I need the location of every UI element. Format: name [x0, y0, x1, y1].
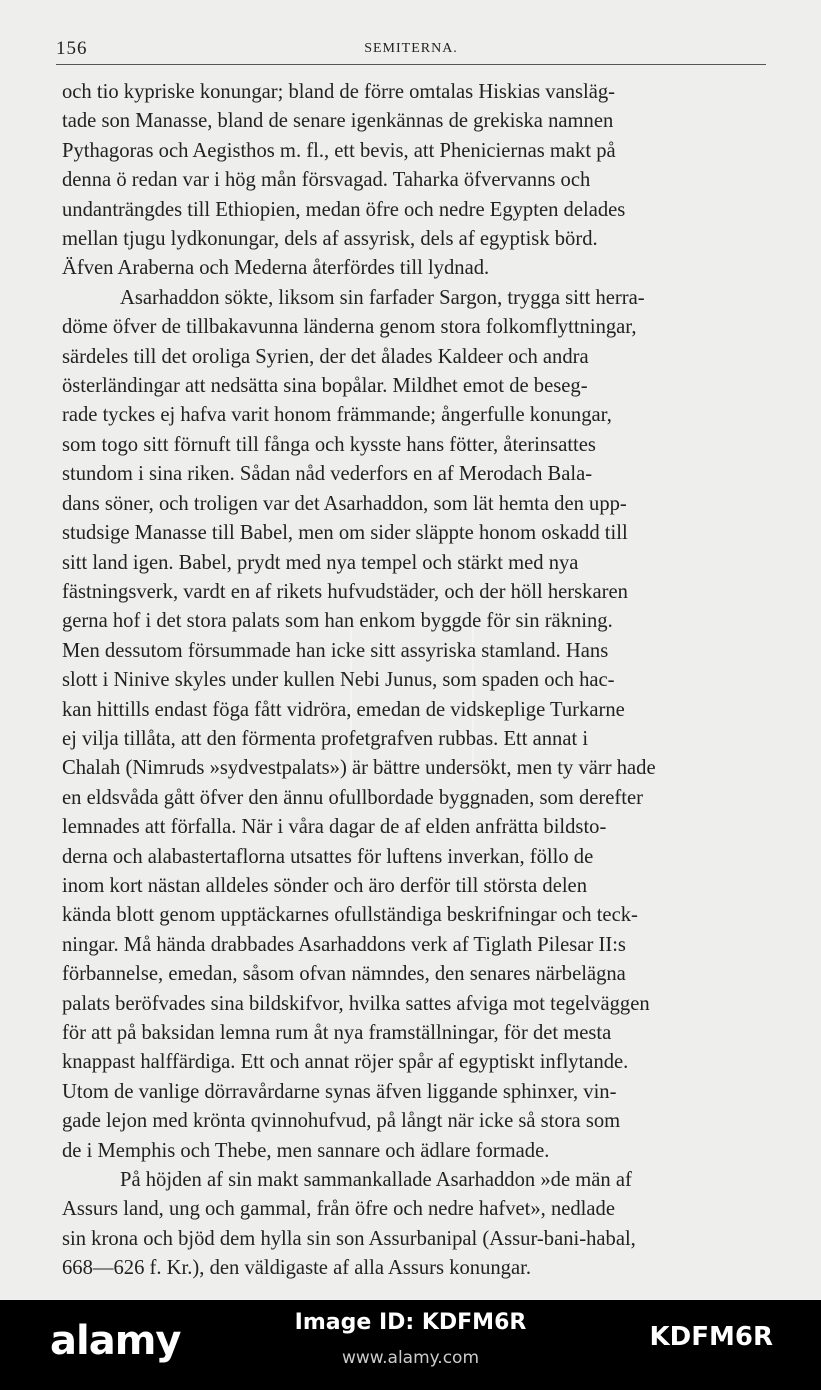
text-line: sitt land igen. Babel, prydt med nya tempel och stärkt med nya [62, 551, 579, 574]
text-line: Chalah (Nimruds »sydvestpalats») är bättre undersökt, men ty värr hade [62, 757, 656, 780]
text-line: kan hittills endast föga fått vidröra, emedan de vidskeplige Turkarne [62, 698, 625, 721]
text-line: tade son Manasse, bland de senare igenkännas de grekiska namnen [62, 110, 614, 133]
text-line: som togo sitt förnuft till fånga och kysste hans fötter, återinsattes [62, 433, 596, 456]
text-line: På höjden af sin makt sammankallade Asarhaddon »de män af [120, 1169, 632, 1192]
text-line: knappast halffärdiga. Ett och annat röjer spår af egyptiskt inflytande. [62, 1051, 629, 1074]
text-line: derna och alabastertaflorna utsattes för luftens inverkan, föllo de [62, 845, 594, 868]
text-line: Utom de vanlige dörravårdarne synas äfven liggande sphinxer, vin- [62, 1080, 617, 1103]
text-line: en eldsvåda gått öfver den ännu ofullbordade byggnaden, som derefter [62, 786, 643, 809]
text-line: denna ö redan var i hög mån försvagad. Taharka öfvervanns och [62, 169, 591, 192]
text-line: dans söner, och troligen var det Asarhaddon, som lät hemta den upp- [62, 492, 627, 515]
text-line: lemnades att förfalla. När i våra dagar de af elden anfrätta bildsto- [62, 816, 607, 839]
image-id-label: Image ID: KDFM6R [294, 1310, 527, 1335]
text-line: rade tyckes ej hafva varit honom främmande; ångerfulle konungar, [62, 404, 612, 427]
text-line: gade lejon med krönta qvinnohufvud, på långt när icke så stora som [62, 1110, 621, 1133]
text-line: österländingar att nedsätta sina bopålar. Mildhet emot de beseg- [62, 375, 588, 398]
text-line: för att på baksidan lemna rum åt nya framställningar, för det mesta [62, 1022, 612, 1044]
text-line: stundom i sina riken. Sådan nåd vederfors en af Merodach Bala- [62, 463, 593, 486]
text-line: studsige Manasse till Babel, men om sider släppte honom oskadd till [62, 522, 628, 545]
text-line: sin krona och bjöd dem hylla sin son Assurbanipal (Assur-bani-habal, [62, 1227, 636, 1250]
stock-url: www.alamy.com [341, 1348, 480, 1368]
text-line: ningar. Må hända drabbades Asarhaddons verk af Tiglath Pilesar II:s [62, 933, 626, 956]
text-line: Assurs land, ung och gammal, från öfre och nedre hafvet», nedlade [62, 1198, 615, 1221]
body-text [62, 78, 782, 1284]
text-line: fästningsverk, vardt en af rikets hufvudstäder, och der höll herskaren [62, 580, 628, 603]
text-line: och tio kypriske konungar; bland de förre omtalas Hiskias vansläg- [62, 81, 616, 103]
text-line: Pythagoras och Aegisthos m. fl., ett bevis, att Pheniciernas makt på [62, 139, 616, 162]
text-line: 668—626 f. Kr.), den väldigaste af alla Assurs konungar. [62, 1257, 531, 1280]
text-line: Men dessutom försummade han icke sitt assyriska stamland. Hans [62, 639, 609, 662]
image-ref-code: KDFM6R [649, 1322, 773, 1352]
page-header [56, 36, 766, 65]
text-line: gerna hof i det stora palats som han enkom byggde för sin räkning. [62, 610, 613, 633]
text-line: mellan tjugu lydkonungar, dels af assyrisk, dels af egyptisk börd. [62, 228, 598, 251]
text-line: döme öfver de tillbakavunna länderna genom stora folkomflyttningar, [62, 316, 637, 339]
text-line: inom kort nästan alldeles sönder och äro derför till största delen [62, 874, 587, 897]
text-line: Asarhaddon sökte, liksom sin farfader Sargon, trygga sitt herra- [120, 286, 645, 309]
text-line: kända blott genom upptäckarnes ofullständiga beskrifningar och teck- [62, 904, 638, 927]
text-line: undanträngdes till Ethiopien, medan öfre och nedre Egypten delades [62, 198, 626, 221]
text-line: palats beröfvades sina bildskifvor, hvilka sattes afviga mot tegelväggen [62, 992, 650, 1015]
text-line: slott i Ninive skyles under kullen Nebi Junus, som spaden och hac- [62, 669, 615, 692]
text-line: Äfven Araberna och Mederna återfördes till lydnad. [62, 257, 490, 280]
text-line: förbannelse, emedan, såsom ofvan nämndes, den senares närbelägna [62, 963, 626, 986]
stock-logo: alamy [50, 1318, 181, 1364]
text-line: de i Memphis och Thebe, men sannare och ädlare formade. [62, 1139, 550, 1162]
text-line: ej vilja tillåta, att den förmenta profetgrafven rubbas. Ett annat i [62, 727, 589, 750]
running-head: SEMITERNA. [364, 41, 458, 56]
text-line: särdeles till det oroliga Syrien, der det ålades Kaldeer och andra [62, 345, 589, 368]
page-number: 156 [56, 38, 88, 59]
